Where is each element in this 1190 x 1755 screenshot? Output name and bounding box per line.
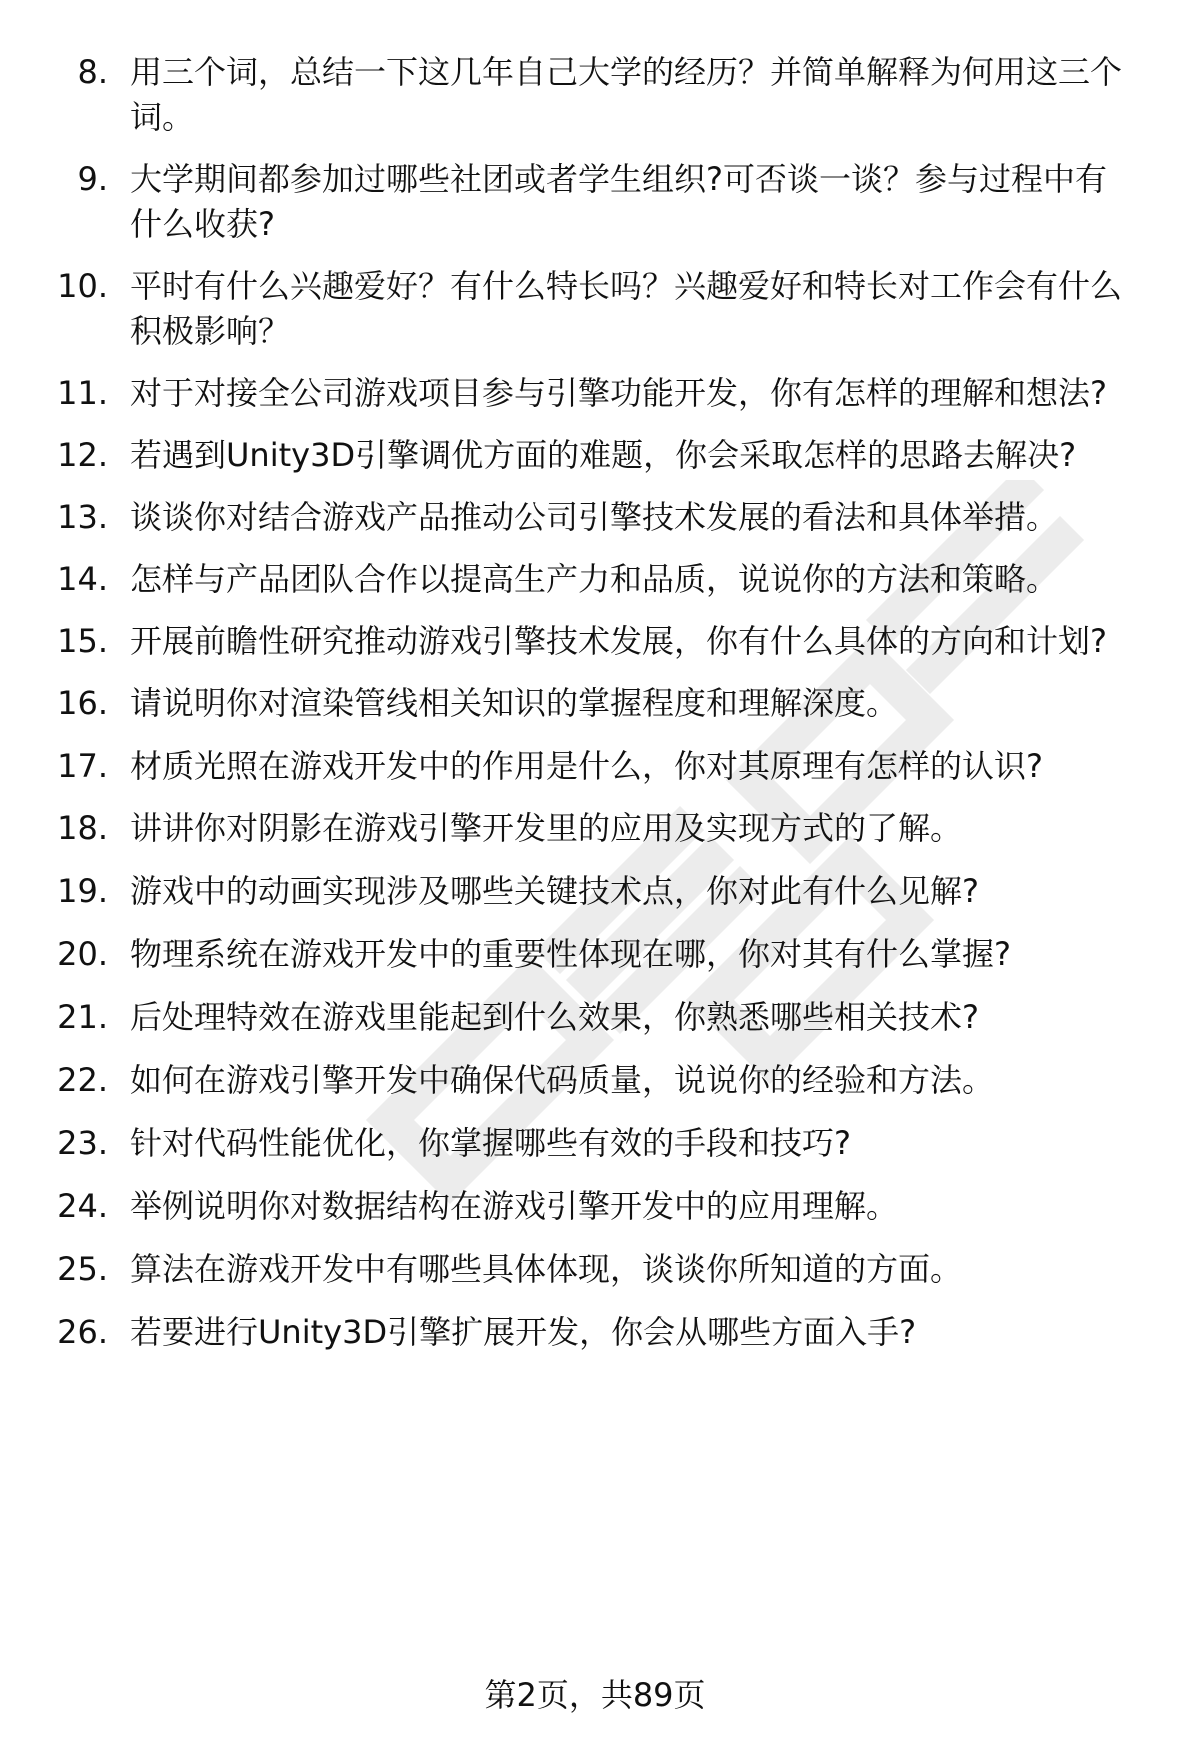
question-number: 18. xyxy=(57,809,108,847)
question-number: 14. xyxy=(57,560,108,598)
question-number: 24. xyxy=(57,1187,108,1225)
list-item xyxy=(56,557,1156,602)
question-text: 材质光照在游戏开发中的作用是什么，你对其原理有怎样的认识? xyxy=(130,747,1043,785)
question-list xyxy=(56,50,1156,1373)
question-text: 大学期间都参加过哪些社团或者学生组织?可否谈一谈？参与过程中有什么收获? xyxy=(130,160,1107,243)
question-text: 讲讲你对阴影在游戏引擎开发里的应用及实现方式的了解。 xyxy=(130,809,963,847)
question-number: 17. xyxy=(57,747,108,785)
question-number: 20. xyxy=(57,935,108,973)
question-number: 16. xyxy=(57,684,108,722)
question-text: 请说明你对渲染管线相关知识的掌握程度和理解深度。 xyxy=(130,684,899,722)
list-item xyxy=(56,371,1156,416)
list-item xyxy=(56,806,1156,851)
list-item xyxy=(56,50,1156,140)
list-item xyxy=(56,744,1156,789)
page-number-footer: 第2页，共89页 xyxy=(484,1676,706,1714)
list-item xyxy=(56,932,1156,977)
question-number: 15. xyxy=(57,622,108,660)
question-number: 8. xyxy=(77,53,108,91)
list-item xyxy=(56,681,1156,726)
question-text: 用三个词，总结一下这几年自己大学的经历？并简单解释为何用这三个词。 xyxy=(130,53,1123,136)
list-item xyxy=(56,264,1156,354)
list-item xyxy=(56,495,1156,540)
question-text: 物理系统在游戏开发中的重要性体现在哪，你对其有什么掌握? xyxy=(130,935,1011,973)
question-number: 21. xyxy=(57,998,108,1036)
question-text: 对于对接全公司游戏项目参与引擎功能开发，你有怎样的理解和想法? xyxy=(130,374,1107,412)
question-number: 11. xyxy=(57,374,108,412)
question-text: 如何在游戏引擎开发中确保代码质量，说说你的经验和方法。 xyxy=(130,1061,995,1099)
list-item xyxy=(56,869,1156,914)
list-item xyxy=(56,995,1156,1040)
question-number: 22. xyxy=(57,1061,108,1099)
question-text: 举例说明你对数据结构在游戏引擎开发中的应用理解。 xyxy=(130,1187,899,1225)
question-number: 9. xyxy=(77,160,108,198)
question-text: 算法在游戏开发中有哪些具体体现，谈谈你所知道的方面。 xyxy=(130,1250,963,1288)
list-item xyxy=(56,1310,1156,1355)
question-number: 23. xyxy=(57,1124,108,1162)
question-text: 平时有什么兴趣爱好？有什么特长吗？兴趣爱好和特长对工作会有什么积极影响？ xyxy=(130,267,1123,350)
list-item xyxy=(56,1121,1156,1166)
list-item xyxy=(56,433,1156,478)
question-text: 若要进行Unity3D引擎扩展开发，你会从哪些方面入手? xyxy=(130,1313,917,1351)
question-number: 25. xyxy=(57,1250,108,1288)
list-item xyxy=(56,157,1156,247)
question-text: 若遇到Unity3D引擎调优方面的难题，你会采取怎样的思路去解决? xyxy=(130,436,1077,474)
question-text: 谈谈你对结合游戏产品推动公司引擎技术发展的看法和具体举措。 xyxy=(130,498,1059,536)
question-text: 后处理特效在游戏里能起到什么效果，你熟悉哪些相关技术? xyxy=(130,998,979,1036)
question-number: 19. xyxy=(57,872,108,910)
list-item xyxy=(56,619,1156,664)
list-item xyxy=(56,1247,1156,1292)
question-text: 开展前瞻性研究推动游戏引擎技术发展，你有什么具体的方向和计划? xyxy=(130,622,1107,660)
question-text: 游戏中的动画实现涉及哪些关键技术点，你对此有什么见解? xyxy=(130,872,979,910)
question-text: 怎样与产品团队合作以提高生产力和品质，说说你的方法和策略。 xyxy=(130,560,1059,598)
question-number: 10. xyxy=(57,267,108,305)
question-number: 12. xyxy=(57,436,108,474)
list-item xyxy=(56,1184,1156,1229)
list-item xyxy=(56,1058,1156,1103)
question-number: 26. xyxy=(57,1313,108,1351)
question-number: 13. xyxy=(57,498,108,536)
question-text: 针对代码性能优化，你掌握哪些有效的手段和技巧? xyxy=(130,1124,851,1162)
